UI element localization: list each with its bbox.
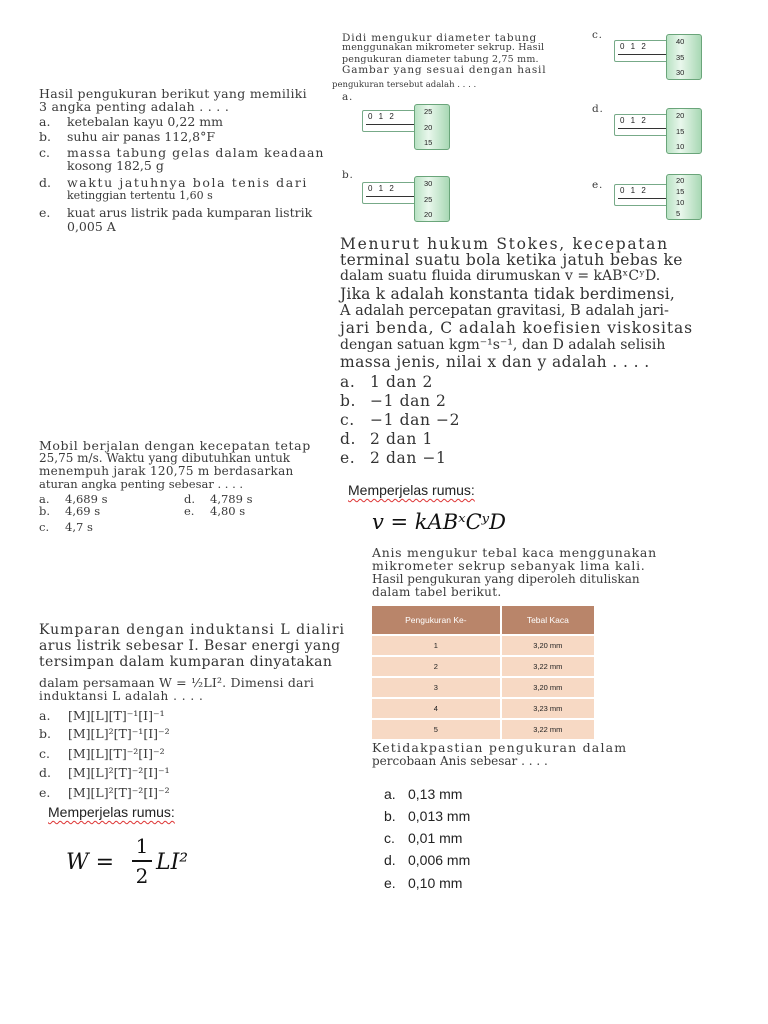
thimble-tick: 35 — [676, 53, 685, 62]
option-text[interactable]: [M][L]²[T]⁻²[I]⁻¹ — [68, 765, 170, 780]
option-label: a. — [39, 492, 50, 506]
energy-formula-lhs: W = — [66, 850, 115, 875]
reference-line — [366, 124, 414, 125]
option-label: c. — [39, 145, 50, 160]
option-text[interactable]: [M][L]²[T]⁻²[I]⁻² — [68, 785, 170, 800]
micrometer-figure-a[interactable] — [362, 104, 462, 152]
main-scale-label: 0 1 2 — [620, 42, 648, 51]
micrometer-figure-c[interactable] — [614, 34, 714, 82]
table-row — [372, 635, 594, 656]
main-scale-label: 0 1 2 — [620, 116, 648, 125]
option-label: a. — [384, 786, 396, 802]
thimble-tick: 15 — [676, 127, 685, 136]
option-label: d. — [39, 765, 51, 780]
question-line: massa jenis, nilai x dan y adalah . . . . — [340, 353, 650, 371]
micrometer-figure-b[interactable] — [362, 176, 462, 224]
clarify-formula-note: Memperjelas rumus: — [348, 482, 475, 498]
question-line: arus listrik sebesar I. Besar energi yang — [39, 638, 341, 654]
option-label: a. — [340, 373, 356, 391]
option-label: c. — [340, 411, 355, 429]
option-label: e. — [592, 179, 604, 191]
option-label: a. — [39, 114, 51, 129]
thimble-tick: 10 — [676, 142, 685, 151]
option-text[interactable]: 4,69 s — [65, 504, 101, 518]
main-scale-label: 0 1 2 — [620, 186, 648, 195]
option-text[interactable]: 0,006 mm — [408, 852, 471, 868]
thimble-tick: 20 — [676, 111, 685, 120]
option-label: d. — [184, 492, 196, 506]
cell: 3,20 mm — [501, 677, 594, 698]
option-text[interactable]: −1 dan −2 — [370, 411, 461, 429]
option-label: b. — [39, 504, 51, 518]
option-label: b. — [39, 129, 51, 144]
reference-line — [366, 196, 414, 197]
question-line: pengukuran tersebut adalah . . . . — [332, 80, 477, 90]
option-text[interactable]: kuat arus listrik pada kumparan listrik — [67, 205, 313, 220]
option-text[interactable]: −1 dan 2 — [370, 392, 447, 410]
option-text[interactable]: [M][L][T]⁻¹[I]⁻¹ — [68, 708, 165, 723]
option-label: c. — [592, 29, 603, 41]
option-label: e. — [384, 875, 396, 891]
option-label: b. — [342, 169, 354, 181]
option-label: c. — [39, 520, 50, 534]
fraction-numerator: 1 — [135, 834, 149, 858]
cell: 1 — [372, 635, 501, 656]
question-line: jari benda, C adalah koefisien viskositas — [340, 319, 693, 337]
option-label: e. — [184, 504, 195, 518]
cell: 5 — [372, 719, 501, 739]
option-text[interactable]: 4,789 s — [210, 492, 253, 506]
option-text[interactable]: 0,10 mm — [408, 875, 463, 891]
question-line: menggunakan mikrometer sekrup. Hasil — [342, 42, 545, 53]
question-line: Mobil berjalan dengan kecepatan tetap — [39, 438, 311, 453]
table-row — [372, 656, 594, 677]
main-scale-label: 0 1 2 — [368, 112, 396, 121]
question-line: 3 angka penting adalah . . . . — [39, 99, 230, 114]
thimble-tick: 20 — [676, 176, 685, 185]
option-text[interactable]: [M][L][T]⁻²[I]⁻² — [68, 746, 165, 761]
question-line: A adalah percepatan gravitasi, B adalah jari- — [340, 303, 669, 319]
question-line: pengukuran diameter tabung 2,75 mm. — [342, 54, 539, 65]
question-line: dalam suatu fluida dirumuskan v = kABˣCʸD. — [340, 268, 661, 284]
table-row — [372, 677, 594, 698]
question-line: percobaan Anis sebesar . . . . — [372, 754, 548, 768]
column-header: Tebal Kaca — [501, 606, 594, 635]
option-text[interactable]: 4,689 s — [65, 492, 108, 506]
reference-line — [618, 128, 666, 129]
option-text[interactable]: 2 dan −1 — [370, 449, 447, 467]
question-line: Menurut hukum Stokes, kecepatan — [340, 235, 669, 253]
question-line: Ketidakpastian pengukuran dalam — [372, 740, 628, 755]
option-label: e. — [39, 785, 51, 800]
option-text[interactable]: [M][L]²[T]⁻¹[I]⁻² — [68, 726, 170, 741]
question-line: induktansi L adalah . . . . — [39, 689, 204, 703]
option-text[interactable]: 1 dan 2 — [370, 373, 433, 391]
reference-line — [618, 198, 666, 199]
thimble-tick: 25 — [424, 195, 433, 204]
thimble-tick: 30 — [424, 179, 433, 188]
cell: 3,22 mm — [501, 656, 594, 677]
option-label: a. — [342, 91, 354, 103]
question-line: Kumparan dengan induktansi L dialiri — [39, 622, 346, 638]
option-text[interactable]: waktu jatuhnya bola tenis dari — [67, 175, 308, 190]
question-line: dalam tabel berikut. — [372, 585, 502, 599]
cell: 3,22 mm — [501, 719, 594, 739]
cell: 2 — [372, 656, 501, 677]
table-row — [372, 719, 594, 739]
option-text-continued: 0,005 A — [67, 219, 116, 234]
option-text[interactable]: massa tabung gelas dalam keadaan — [67, 145, 325, 160]
option-text[interactable]: 4,80 s — [210, 504, 246, 518]
option-text[interactable]: 0,013 mm — [408, 808, 471, 824]
question-line: menempuh jarak 120,75 m berdasarkan — [39, 464, 294, 478]
cell: 4 — [372, 698, 501, 719]
option-label: b. — [384, 808, 396, 824]
cell: 3,23 mm — [501, 698, 594, 719]
question-line: terminal suatu bola ketika jatuh bebas ke — [340, 251, 683, 269]
thimble-tick: 15 — [424, 138, 433, 147]
thimble-tick: 20 — [424, 210, 433, 219]
measurement-table — [372, 606, 594, 739]
thimble-tick: 20 — [424, 123, 433, 132]
reference-line — [618, 54, 666, 55]
stokes-formula: v = kABˣCʸD — [372, 510, 506, 534]
question-line: Anis mengukur tebal kaca menggunakan — [372, 545, 657, 560]
table-row — [372, 698, 594, 719]
question-line: Gambar yang sesuai dengan hasil — [342, 64, 547, 76]
thimble-tick: 5 — [676, 209, 681, 218]
question-line: aturan angka penting sebesar . . . . — [39, 477, 244, 491]
option-text[interactable]: 4,7 s — [65, 520, 93, 534]
option-label: e. — [39, 205, 51, 220]
option-label: e. — [340, 449, 356, 467]
micrometer-figure-d[interactable] — [614, 108, 714, 156]
thimble-tick: 15 — [676, 187, 685, 196]
main-scale-label: 0 1 2 — [368, 184, 396, 193]
clarify-formula-note: Memperjelas rumus: — [48, 804, 175, 820]
option-label: b. — [340, 392, 357, 410]
thimble-tick: 30 — [676, 68, 685, 77]
question-line: Hasil pengukuran yang diperoleh dituliskan — [372, 572, 640, 586]
question-line: mikrometer sekrup sebanyak lima kali. — [372, 558, 646, 573]
option-label: d. — [384, 852, 396, 868]
energy-formula-rhs: LI² — [156, 850, 189, 875]
question-line: dalam persamaan W = ½LI². Dimensi dari — [39, 675, 315, 690]
option-text-continued: ketinggian tertentu 1,60 s — [67, 189, 213, 202]
question-line: Didi mengukur diameter tabung — [342, 32, 538, 44]
option-label: c. — [39, 746, 50, 761]
question-line: tersimpan dalam kumparan dinyatakan — [39, 654, 333, 670]
column-header: Pengukuran Ke- — [372, 606, 501, 635]
option-text-continued: kosong 182,5 g — [67, 158, 164, 173]
fraction-bar — [132, 860, 152, 862]
option-text[interactable]: 2 dan 1 — [370, 430, 433, 448]
thimble-tick: 40 — [676, 37, 685, 46]
option-label: a. — [39, 708, 51, 723]
option-label: d. — [340, 430, 357, 448]
thimble-tick: 25 — [424, 107, 433, 116]
option-text[interactable]: ketebalan kayu 0,22 mm — [67, 114, 223, 129]
question-line: Hasil pengukuran berikut yang memiliki — [39, 86, 307, 101]
question-line: Jika k adalah konstanta tidak berdimensi, — [340, 285, 676, 303]
option-label: d. — [592, 103, 604, 115]
cell: 3 — [372, 677, 501, 698]
question-line: dengan satuan kgm⁻¹s⁻¹, dan D adalah selisih — [340, 337, 666, 353]
option-label: c. — [384, 830, 395, 846]
option-label: d. — [39, 175, 51, 190]
micrometer-figure-e[interactable] — [614, 174, 714, 222]
thimble-tick: 10 — [676, 198, 685, 207]
option-text[interactable]: suhu air panas 112,8°F — [67, 129, 215, 144]
option-text[interactable]: 0,01 mm — [408, 830, 463, 846]
option-label: b. — [39, 726, 51, 741]
fraction-denominator: 2 — [135, 864, 149, 888]
question-line: 25,75 m/s. Waktu yang dibutuhkan untuk — [39, 451, 291, 465]
option-text[interactable]: 0,13 mm — [408, 786, 463, 802]
cell: 3,20 mm — [501, 635, 594, 656]
